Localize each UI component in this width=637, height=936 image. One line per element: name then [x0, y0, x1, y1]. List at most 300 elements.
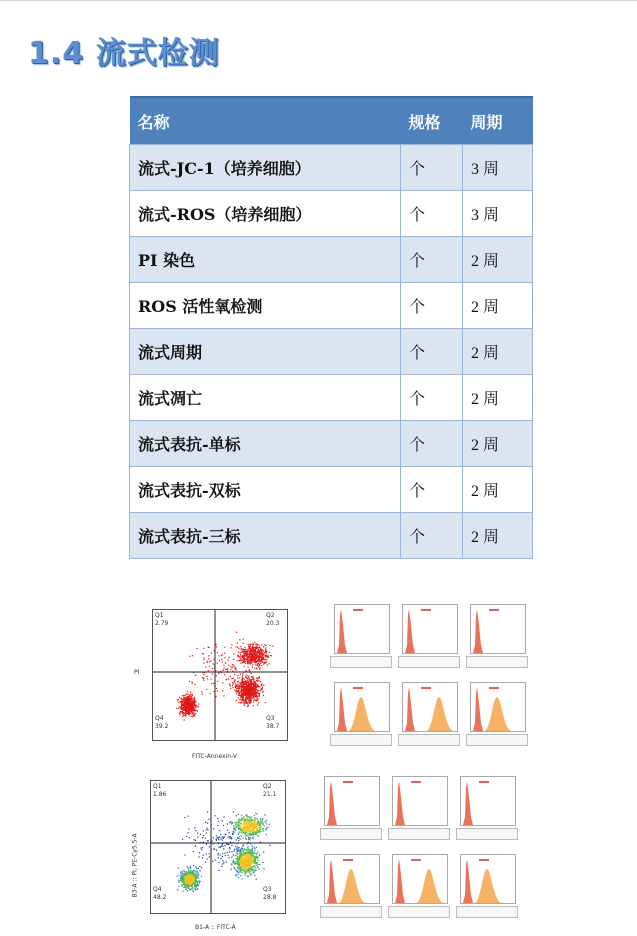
scatter-point	[252, 837, 253, 838]
scatter-point	[231, 857, 232, 858]
scatter-point	[231, 864, 232, 865]
scatter-point	[238, 688, 239, 689]
scatter-point	[192, 655, 193, 656]
scatter-point	[258, 690, 259, 691]
scatter-point	[246, 835, 247, 836]
scatter-point	[263, 695, 264, 696]
scatter-point	[246, 683, 247, 684]
scatter-point	[195, 840, 196, 841]
scatter-point	[244, 836, 245, 837]
scatter-point	[207, 811, 208, 812]
scatter-point	[263, 659, 264, 660]
scatter-point	[243, 844, 244, 845]
scatter-point	[206, 828, 207, 829]
scatter-point	[183, 884, 184, 885]
row-unit: 个	[401, 145, 463, 191]
histogram-grid-top	[330, 604, 530, 754]
scatter-point	[249, 855, 250, 856]
scatter-point	[241, 694, 242, 695]
scatter-point	[186, 836, 187, 837]
scatter-point	[208, 840, 209, 841]
scatter-point	[223, 837, 224, 838]
scatter-point	[265, 829, 266, 830]
scatter-point	[234, 674, 235, 675]
scatter-point	[213, 837, 214, 838]
scatter-point	[202, 847, 203, 848]
scatter-point	[251, 849, 252, 850]
scatter-point	[254, 850, 255, 851]
scatter-point	[254, 652, 255, 653]
scatter-point	[251, 830, 252, 831]
scatter-point	[187, 866, 188, 867]
scatter-point	[222, 682, 223, 683]
scatter-point	[243, 643, 244, 644]
scatter-point	[229, 683, 230, 684]
scatter-point	[189, 889, 190, 890]
scatter-point	[251, 819, 252, 820]
scatter-point	[256, 828, 257, 829]
scatter-point	[260, 663, 261, 664]
scatter-point	[250, 823, 251, 824]
scatter-point	[249, 686, 250, 687]
scatter-point	[245, 819, 246, 820]
scatter-point	[248, 872, 249, 873]
table-row	[130, 421, 533, 467]
scatter-point	[249, 833, 250, 834]
scatter-point	[250, 687, 251, 688]
scatter-point	[239, 693, 240, 694]
scatter-point	[244, 655, 245, 656]
scatter-point	[250, 833, 251, 834]
scatter-point	[254, 865, 255, 866]
scatter-point	[248, 831, 249, 832]
top-rule	[0, 0, 637, 1]
scatter-point	[272, 646, 273, 647]
scatter-point	[255, 684, 256, 685]
scatter-point	[253, 685, 254, 686]
scatter-point	[260, 818, 261, 819]
scatter-point	[256, 653, 257, 654]
scatter-point	[241, 649, 242, 650]
scatter-point	[265, 661, 266, 662]
scatter-point	[254, 668, 255, 669]
scatter-point	[222, 690, 223, 691]
histogram-legend	[330, 734, 392, 746]
scatter-point	[187, 706, 188, 707]
scatter-point	[187, 691, 188, 692]
scatter-point	[183, 697, 184, 698]
scatter-point	[259, 854, 260, 855]
scatter-point	[261, 665, 262, 666]
scatter-point	[262, 662, 263, 663]
legend-swatch	[479, 781, 489, 783]
scatter-point	[235, 875, 236, 876]
scatter-point	[239, 853, 240, 854]
scatter-point	[245, 698, 246, 699]
scatter-point	[247, 649, 248, 650]
scatter-point	[193, 876, 194, 877]
scatter-point	[238, 648, 239, 649]
scatter-point	[239, 867, 240, 868]
quadrant-q2-label: Q2	[263, 783, 272, 790]
scatter-point	[252, 848, 253, 849]
scatter-point	[183, 875, 184, 876]
scatter-point	[195, 885, 196, 886]
scatter-point	[216, 835, 217, 836]
scatter-point	[242, 824, 243, 825]
scatter-point	[190, 709, 191, 710]
scatter-point	[227, 830, 228, 831]
scatter-point	[249, 647, 250, 648]
scatter-point	[250, 691, 251, 692]
scatter-point	[258, 647, 259, 648]
scatter-point	[207, 840, 208, 841]
scatter-point	[183, 882, 184, 883]
scatter-point	[259, 647, 260, 648]
scatter-point	[200, 870, 201, 871]
scatter-point	[183, 705, 184, 706]
scatter-point	[247, 861, 248, 862]
scatter-point	[199, 882, 200, 883]
scatter-point	[197, 833, 198, 834]
scatter-point	[207, 678, 208, 679]
scatter-point	[242, 692, 243, 693]
scatter-point	[220, 834, 221, 835]
scatter-point	[269, 845, 270, 846]
scatter-point	[194, 881, 195, 882]
apoptosis-scatter-plot-red	[130, 603, 295, 763]
scatter-point	[211, 679, 212, 680]
scatter-point	[255, 649, 256, 650]
scatter-point	[238, 697, 239, 698]
histogram-legend	[388, 906, 450, 918]
scatter-point	[180, 878, 181, 879]
histogram-plot	[470, 682, 526, 732]
scatter-point	[243, 700, 244, 701]
scatter-point	[246, 872, 247, 873]
scatter-point	[251, 661, 252, 662]
scatter-point	[260, 828, 261, 829]
scatter-point	[231, 838, 232, 839]
scatter-point	[259, 695, 260, 696]
scatter-point	[244, 689, 245, 690]
scatter-point	[192, 885, 193, 886]
scatter-point	[189, 875, 190, 876]
scatter-point	[259, 869, 260, 870]
scatter-point	[195, 713, 196, 714]
scatter-point	[191, 884, 192, 885]
scatter-point	[254, 847, 255, 848]
scatter-point	[184, 878, 185, 879]
scatter-point	[245, 832, 246, 833]
scatter-point	[246, 866, 247, 867]
scatter-point	[198, 868, 199, 869]
scatter-point	[241, 681, 242, 682]
scatter-point	[252, 651, 253, 652]
table-row	[130, 329, 533, 375]
scatter-point	[263, 831, 264, 832]
scatter-point	[232, 685, 233, 686]
scatter-point	[212, 673, 213, 674]
quadrant-q1-value: 2.79	[155, 620, 169, 627]
scatter-point	[249, 834, 250, 835]
histogram-panel	[330, 604, 388, 666]
scatter-point	[251, 859, 252, 860]
scatter-point	[237, 677, 238, 678]
scatter-point	[252, 657, 253, 658]
scatter-point	[230, 688, 231, 689]
scatter-point	[253, 656, 254, 657]
scatter-point	[257, 819, 258, 820]
scatter-point	[252, 697, 253, 698]
scatter-point	[203, 830, 204, 831]
scatter-point	[253, 871, 254, 872]
scatter-point	[217, 854, 218, 855]
scatter-point	[256, 826, 257, 827]
row-name: 流式表抗-单标	[130, 421, 401, 467]
scatter-point	[251, 855, 252, 856]
histogram-plot	[324, 776, 380, 826]
scatter-point	[239, 864, 240, 865]
scatter-point	[244, 705, 245, 706]
scatter-point	[249, 697, 250, 698]
scatter-point	[266, 827, 267, 828]
scatter-point	[241, 688, 242, 689]
scatter-point	[249, 826, 250, 827]
scatter-point	[182, 839, 183, 840]
scatter-point	[228, 657, 229, 658]
scatter-point	[246, 653, 247, 654]
scatter-point	[236, 839, 237, 840]
scatter-point	[259, 651, 260, 652]
scatter-point	[247, 661, 248, 662]
scatter-point	[182, 884, 183, 885]
scatter-point	[242, 819, 243, 820]
scatter-point	[218, 857, 219, 858]
table-row	[130, 375, 533, 421]
scatter-point	[183, 891, 184, 892]
scatter-point	[237, 660, 238, 661]
scatter-point	[182, 701, 183, 702]
histogram-peak-red	[405, 609, 415, 653]
scatter-point	[185, 889, 186, 890]
legend-swatch	[489, 609, 499, 611]
scatter-point	[261, 685, 262, 686]
scatter-point	[190, 698, 191, 699]
scatter-point	[243, 661, 244, 662]
scatter-point	[237, 866, 238, 867]
scatter-point	[209, 693, 210, 694]
scatter-point	[186, 704, 187, 705]
scatter-point	[180, 701, 181, 702]
scatter-point	[262, 823, 263, 824]
scatter-point	[218, 839, 219, 840]
scatter-point	[259, 645, 260, 646]
scatter-point	[259, 823, 260, 824]
scatter-point	[236, 876, 237, 877]
scatter-point	[192, 704, 193, 705]
scatter-point	[191, 716, 192, 717]
scatter-point	[238, 874, 239, 875]
scatter-point	[245, 661, 246, 662]
scatter-point	[234, 849, 235, 850]
scatter-point	[241, 660, 242, 661]
y-axis-label: PI	[134, 669, 140, 676]
row-name: PI 染色	[130, 237, 401, 283]
scatter-point	[244, 681, 245, 682]
scatter-point	[242, 678, 243, 679]
scatter-point	[245, 856, 246, 857]
scatter-point	[241, 851, 242, 852]
histogram-panel	[330, 682, 388, 744]
scatter-point	[237, 856, 238, 857]
scatter-point	[242, 698, 243, 699]
scatter-point	[249, 650, 250, 651]
scatter-point	[190, 710, 191, 711]
scatter-point	[251, 866, 252, 867]
scatter-point	[218, 821, 219, 822]
scatter-point	[181, 698, 182, 699]
scatter-point	[236, 870, 237, 871]
scatter-point	[250, 873, 251, 874]
scatter-point	[248, 682, 249, 683]
scatter-point	[264, 814, 265, 815]
scatter-point	[198, 856, 199, 857]
scatter-point	[229, 848, 230, 849]
scatter-point	[228, 678, 229, 679]
scatter-point	[219, 837, 220, 838]
histogram-peak-red	[473, 609, 483, 653]
scatter-point	[241, 829, 242, 830]
scatter-point	[210, 660, 211, 661]
scatter-point	[209, 819, 210, 820]
scatter-point	[254, 699, 255, 700]
scatter-point	[233, 654, 234, 655]
scatter-point	[244, 824, 245, 825]
scatter-point	[195, 883, 196, 884]
scatter-point	[243, 683, 244, 684]
scatter-point	[182, 704, 183, 705]
legend-swatch	[411, 859, 421, 861]
scatter-point	[205, 822, 206, 823]
scatter-point	[180, 711, 181, 712]
scatter-point	[198, 875, 199, 876]
scatter-point	[246, 694, 247, 695]
scatter-point	[248, 867, 249, 868]
scatter-point	[238, 681, 239, 682]
scatter-point	[257, 665, 258, 666]
scatter-point	[234, 832, 235, 833]
scatter-point	[258, 657, 259, 658]
scatter-point	[240, 660, 241, 661]
apoptosis-scatter-plot-density	[125, 778, 295, 936]
scatter-point	[248, 656, 249, 657]
scatter-point	[239, 838, 240, 839]
scatter-point	[238, 702, 239, 703]
scatter-point	[185, 711, 186, 712]
scatter-point	[253, 696, 254, 697]
scatter-point	[223, 848, 224, 849]
scatter-point	[247, 686, 248, 687]
scatter-point	[238, 859, 239, 860]
scatter-point	[217, 652, 218, 653]
scatter-point	[231, 851, 232, 852]
scatter-point	[223, 670, 224, 671]
scatter-point	[248, 876, 249, 877]
scatter-point	[238, 848, 239, 849]
scatter-point	[268, 657, 269, 658]
row-period: 2 周	[463, 421, 533, 467]
row-period: 2 周	[463, 467, 533, 513]
scatter-point	[224, 653, 225, 654]
scatter-point	[255, 867, 256, 868]
scatter-point	[242, 702, 243, 703]
scatter-point	[178, 875, 179, 876]
scatter-point	[228, 665, 229, 666]
scatter-point	[260, 820, 261, 821]
scatter-point	[235, 825, 236, 826]
scatter-point	[251, 874, 252, 875]
scatter-point	[211, 683, 212, 684]
row-unit: 个	[401, 421, 463, 467]
scatter-point	[190, 877, 191, 878]
scatter-point	[248, 648, 249, 649]
scatter-point	[259, 660, 260, 661]
scatter-point	[264, 825, 265, 826]
scatter-point	[266, 645, 267, 646]
scatter-point	[246, 651, 247, 652]
scatter-point	[187, 694, 188, 695]
scatter-point	[241, 684, 242, 685]
histogram-peak-red	[395, 859, 405, 903]
scatter-point	[230, 838, 231, 839]
x-axis-label: FITC-Annexin-V	[192, 753, 237, 760]
scatter-point	[232, 664, 233, 665]
legend-swatch	[353, 609, 363, 611]
scatter-point	[189, 885, 190, 886]
scatter-point	[203, 680, 204, 681]
scatter-point	[223, 665, 224, 666]
scatter-point	[255, 863, 256, 864]
scatter-point	[243, 681, 244, 682]
scatter-point	[188, 711, 189, 712]
scatter-point	[252, 826, 253, 827]
scatter-point	[242, 690, 243, 691]
scatter-point	[202, 677, 203, 678]
scatter-point	[239, 639, 240, 640]
scatter-point	[255, 870, 256, 871]
scatter-point	[246, 681, 247, 682]
scatter-point	[249, 858, 250, 859]
scatter-point	[258, 820, 259, 821]
scatter-point	[256, 814, 257, 815]
histogram-plot	[334, 682, 390, 732]
scatter-point	[243, 868, 244, 869]
scatter-point	[185, 871, 186, 872]
scatter-point	[198, 881, 199, 882]
scatter-point	[266, 652, 267, 653]
scatter-point	[255, 644, 256, 645]
scatter-point	[191, 698, 192, 699]
scatter-point	[238, 652, 239, 653]
scatter-point	[249, 866, 250, 867]
scatter-point	[245, 663, 246, 664]
service-table	[129, 96, 533, 559]
scatter-point	[240, 875, 241, 876]
scatter-point	[257, 696, 258, 697]
scatter-point	[229, 851, 230, 852]
scatter-point	[179, 714, 180, 715]
